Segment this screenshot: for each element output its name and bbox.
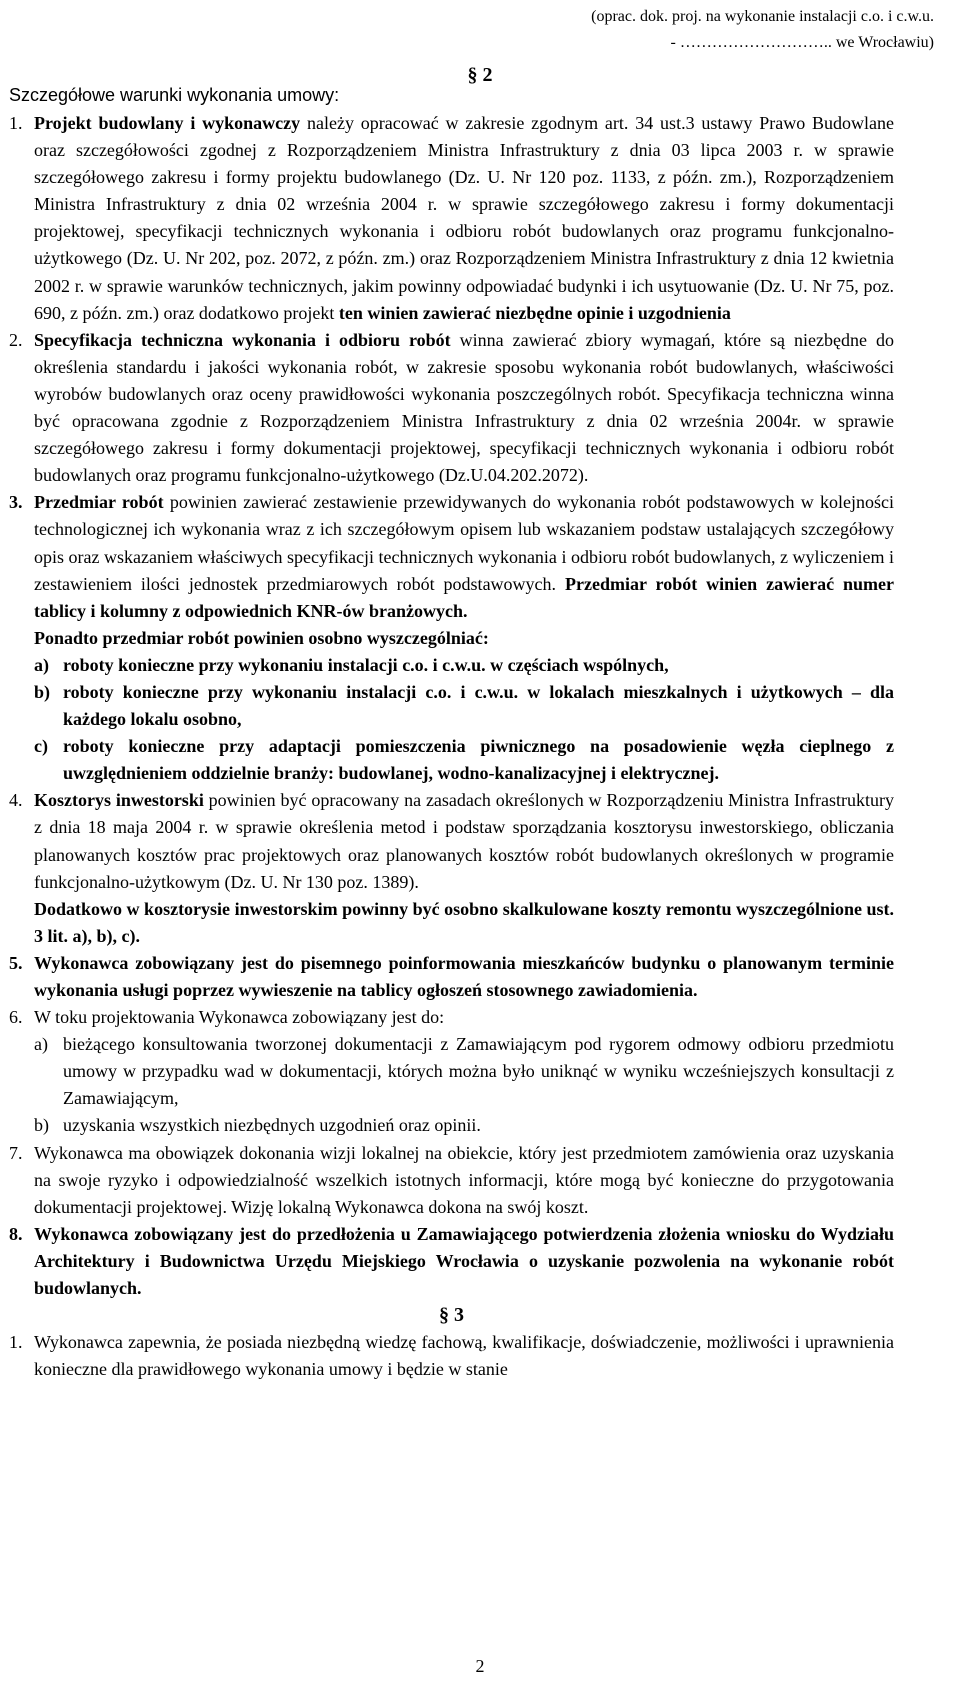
list-item-4 xyxy=(9,787,894,950)
list-item-5 xyxy=(9,950,894,1004)
item-bold-tail: Przedmiar robót winien zawierać numer tablicy i kolumny z odpowiednich KNR-ów branżowych. xyxy=(34,573,894,621)
item-number: 8. xyxy=(9,1223,23,1244)
item-number: 4. xyxy=(9,790,23,811)
section-2-heading: § 2 xyxy=(467,64,493,86)
header-note-line-1: (oprac. dok. proj. na wykonanie instalacji c.o. i c.w.u. xyxy=(591,8,934,25)
intro-heading: Szczegółowe warunki wykonania umowy: xyxy=(9,85,340,105)
document-body xyxy=(9,110,894,1383)
section-3-heading: § 3 xyxy=(439,1304,464,1327)
sub-letter: a) xyxy=(34,1034,48,1055)
item-lead: Kosztorys inwestorski xyxy=(34,790,204,811)
sub-letter: b) xyxy=(34,681,51,702)
item-text: należy opracować w zakresie zgodnym art. 34 ust.3 ustawy Prawo Budowlane oraz szczegółowości zgodnej z Rozporządzeniem Ministra Infrastruktury z dnia 03 lipca 2003 r. w sprawie szczegółowego zakresu i formy projektu budowlanego (Dz. U. Nr 120 poz. 1133, z późn. zm.), Rozporządzeniem Ministra Infrastruktury z dnia 02 września 2004 r. w sprawie szczegółowego zakresu i formy dokumentacji projektowej, specyfikacji technicznych wykonania i odbioru robót budowlanych oraz programu funkcjonalno-użytkowego (Dz. U. Nr 202, poz. 2072, z późn. zm.) oraz Rozporządzeniem Ministra Infrastruktury z dnia 12 kwietnia 2002 r. w sprawie warunków technicznych, jakim powinny odpowiadać budynki i ich usytuowanie (Dz. U. Nr 75, poz. 690, z późn. zm.) oraz dodatkowo projekt xyxy=(34,113,894,323)
sub-item-a xyxy=(34,652,894,679)
header-note xyxy=(474,4,934,56)
sub-item-c xyxy=(34,733,894,787)
item-number: 1. xyxy=(9,113,23,133)
header-note-line-2: - ……………………….. we Wrocławiu) xyxy=(670,34,934,51)
sub-item-a xyxy=(34,1031,894,1112)
item-bold-tail: ten winien zawierać niezbędne opinie i uzgodnienia xyxy=(338,302,731,323)
sub-text: roboty konieczne przy wykonaniu instalacji c.o. i c.w.u. w lokalach mieszkalnych i użytkowych – dla każdego lokalu osobno, xyxy=(63,681,894,730)
list-item-8 xyxy=(9,1221,894,1302)
sub-text: roboty konieczne przy wykonaniu instalacji c.o. i c.w.u. w częściach wspólnych, xyxy=(63,654,669,675)
item-lead: Przedmiar robót xyxy=(34,492,164,513)
item-text: powinien być opracowany na zasadach określonych w Rozporządzeniu Ministra Infrastruktury z dnia 18 maja 2004 r. w sprawie określenia metod i podstaw sporządzania kosztorysu inwestorskiego, obliczania planowanych kosztów prac projektowych oraz planowanych kosztów robót budowlanych określonych w programie funkcjonalno-użytkowym (Dz. U. Nr 130 poz. 1389). xyxy=(34,790,894,892)
item-number: 5. xyxy=(9,952,23,973)
sub-text: bieżącego konsultowania tworzonej dokumentacji z Zamawiającym pod rygorem odmowy odbioru przedmiotu umowy w przypadku wad w dokumentacji, których można było uniknąć w wyniku wcześniejszych konsultacji z Zamawiającym, xyxy=(63,1034,894,1109)
item-bold-note: Ponadto przedmiar robót powinien osobno wyszczególniać: xyxy=(34,627,489,648)
list-item-6 xyxy=(9,1004,894,1139)
item-number: 2. xyxy=(9,329,23,350)
section-3-item-1 xyxy=(9,1329,894,1383)
item-text: powinien zawierać zestawienie przewidywanych do wykonania robót podstawowych w kolejności technologicznej ich wykonania wraz z ich szczegółowym opisem lub wskazaniem podstaw ustalających szczegółowy opis oraz wskazaniem właściwych specyfikacji technicznych wykonania i odbioru robót budowlanych, z wyliczeniem i zestawieniem ilości jednostek przedmiarowych robót podstawowych. xyxy=(34,492,894,594)
item-number: 6. xyxy=(9,1007,23,1028)
item-bold-note: Dodatkowo w kosztorysie inwestorskim powinny być osobno skalkulowane koszty remontu wyszczególnione ust. 3 lit. a), b), c). xyxy=(34,898,894,946)
sub-text: uzyskania wszystkich niezbędnych uzgodnień oraz opinii. xyxy=(63,1115,481,1136)
sub-text: roboty konieczne przy adaptacji pomieszczenia piwnicznego na posadowienie węzła cieplnego z uwzględnieniem oddzielnie branży: budowlanej, wodno-kanalizacyjnej i elektrycznej. xyxy=(63,736,894,784)
item-number: 1. xyxy=(9,1332,23,1353)
item-text: Wykonawca zapewnia, że posiada niezbędną wiedzę fachową, kwalifikacje, doświadczenie, możliwości i uprawnienia konieczne dla prawidłowego wykonania umowy i będzie w stanie xyxy=(34,1332,894,1380)
item-text: winna zawierać zbiory wymagań, które są niezbędne do określenia standardu i jakości wykonania robót, w zakresie sposobu wykonania robót budowlanych, właściwości wyrobów budowlanych oraz oceny prawidłowości wykonania poszczególnych robót. Specyfikacja techniczna winna być opracowana zgodnie z Rozporządzeniem Ministra Infrastruktury z dnia 02 września 2004r. w sprawie szczegółowego zakresu i formy dokumentacji projektowej, specyfikacji technicznych wykonania i odbioru robót budowlanych oraz programu funkcjonalno-użytkowego (Dz.U.04.202.2072). xyxy=(34,329,894,486)
item-text: Wykonawca zobowiązany jest do przedłożenia u Zamawiającego potwierdzenia złożenia wniosku do Wydziału Architektury i Budownictwa Urzędu Miejskiego Wrocławia o uzyskanie pozwolenia na wykonanie robót budowlanych. xyxy=(34,1223,894,1299)
list-item-1 xyxy=(9,110,894,327)
item-text: W toku projektowania Wykonawca zobowiązany jest do: xyxy=(34,1007,445,1028)
sub-item-b xyxy=(34,1112,894,1139)
sub-letter: a) xyxy=(34,654,49,675)
item-lead: Specyfikacja techniczna wykonania i odbioru robót xyxy=(34,329,451,350)
list-item-3 xyxy=(9,489,894,787)
sub-letter: b) xyxy=(34,1115,49,1136)
page-number: 2 xyxy=(475,1656,485,1676)
sub-item-b xyxy=(34,679,894,733)
list-item-7 xyxy=(9,1140,894,1221)
sub-letter: c) xyxy=(34,736,48,757)
list-item-2 xyxy=(9,327,894,490)
item-text: Wykonawca ma obowiązek dokonania wizji lokalnej na obiekcie, który jest przedmiotem zamówienia oraz uzyskania na swoje ryzyko i odpowiedzialność wszelkich istotnych informacji, które mogą być konieczne do przygotowania dokumentacji projektowej. Wizję lokalną Wykonawca dokona na swój koszt. xyxy=(34,1142,894,1217)
item-number: 7. xyxy=(9,1142,23,1163)
item-number: 3. xyxy=(9,492,23,513)
item-lead: Projekt budowlany i wykonawczy xyxy=(34,113,301,133)
item-text: Wykonawca zobowiązany jest do pisemnego poinformowania mieszkańców budynku o planowanym terminie wykonania usługi poprzez wywieszenie na tablicy ogłoszeń stosownego zawiadomienia. xyxy=(34,952,894,1000)
